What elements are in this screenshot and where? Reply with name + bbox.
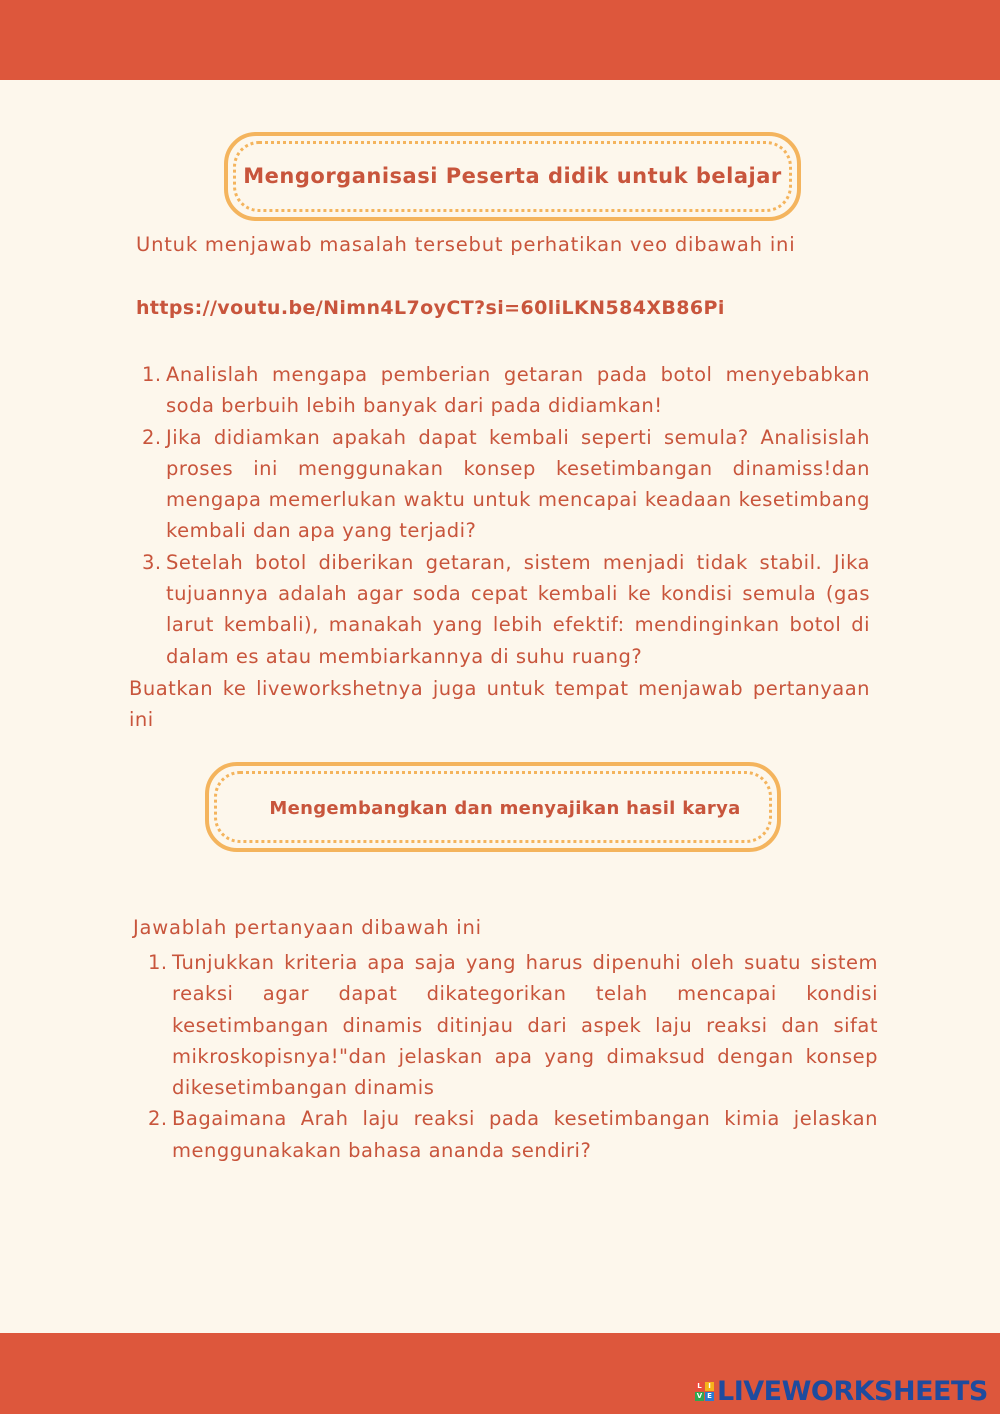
item-text: Jika didiamkan apakah dapat kembali seperti semula? Analisislah proses ini menggunakan konsep kesetimbangan dinamiss!dan mengapa memerlukan waktu untuk mencapai keadaan kesetimbang kembali dan apa yang terjadi? (166, 425, 870, 543)
list-item (148, 1103, 878, 1166)
list-item (142, 547, 870, 672)
video-link[interactable]: https://voutu.be/Nimn4L7oyCT?si=60liLKN584XB86Pi (136, 297, 725, 319)
section-title: Mengorganisasi Peserta didik untuk belajar (243, 164, 782, 188)
item-number: 1. (142, 363, 162, 386)
logo-text: LIVEWORKSHEETS (717, 1375, 988, 1407)
list-item (148, 947, 878, 1103)
section-title: Mengembangkan dan menyajikan hasil karya (269, 798, 741, 819)
logo-letter: E (705, 1392, 714, 1401)
item-number: 3. (142, 550, 162, 574)
logo-letter: I (705, 1382, 714, 1391)
logo-letter: L (695, 1382, 704, 1391)
item-text: Analislah mengapa pemberian getaran pada botol menyebabkan soda berbuih lebih banyak dari pada didiamkan! (166, 363, 870, 418)
section-title-box (205, 762, 781, 852)
question-list (148, 947, 878, 1166)
closing-note: Buatkan ke liveworkshetnya juga untuk tempat menjawab pertanyaan ini (129, 677, 870, 732)
item-text: Bagaimana Arah laju reaksi pada kesetimbangan kimia jelaskan menggunakakan bahasa ananda sendiri? (172, 1107, 878, 1162)
item-text: Tunjukkan kriteria apa saja yang harus dipenuhi oleh suatu sistem reaksi agar dapat dikategorikan telah mencapai kondisi kesetimbangan dinamis ditinjau dari aspek laju reaksi dan sifat mikroskopisnya!"dan jelaskan apa yang dimaksud dengan konsep dikesetimbangan dinamis (172, 951, 878, 1100)
logo-letter: V (696, 1391, 703, 1400)
item-number: 2. (148, 1107, 168, 1131)
item-number: 1. (148, 951, 168, 974)
intro-text: Untuk menjawab masalah tersebut perhatikan veo dibawah ini (136, 233, 796, 256)
section-title-box (224, 132, 801, 221)
item-number: 2. (142, 425, 162, 449)
answer-intro-text: Jawablah pertanyaan dibawah ini (133, 916, 482, 939)
header-band (0, 0, 1000, 80)
list-item (142, 422, 870, 547)
item-text: Setelah botol diberikan getaran, sistem menjadi tidak stabil. Jika tujuannya adalah agar soda cepat kembali ke kondisi semula (gas larut kembali), manakah yang lebih efektif: mendinginkan botol di dalam es atau membiarkannya di suhu ruang? (166, 550, 870, 668)
list-item (142, 359, 870, 422)
question-list (142, 359, 870, 672)
logo-icon (695, 1382, 714, 1401)
liveworksheets-logo (695, 1374, 988, 1408)
